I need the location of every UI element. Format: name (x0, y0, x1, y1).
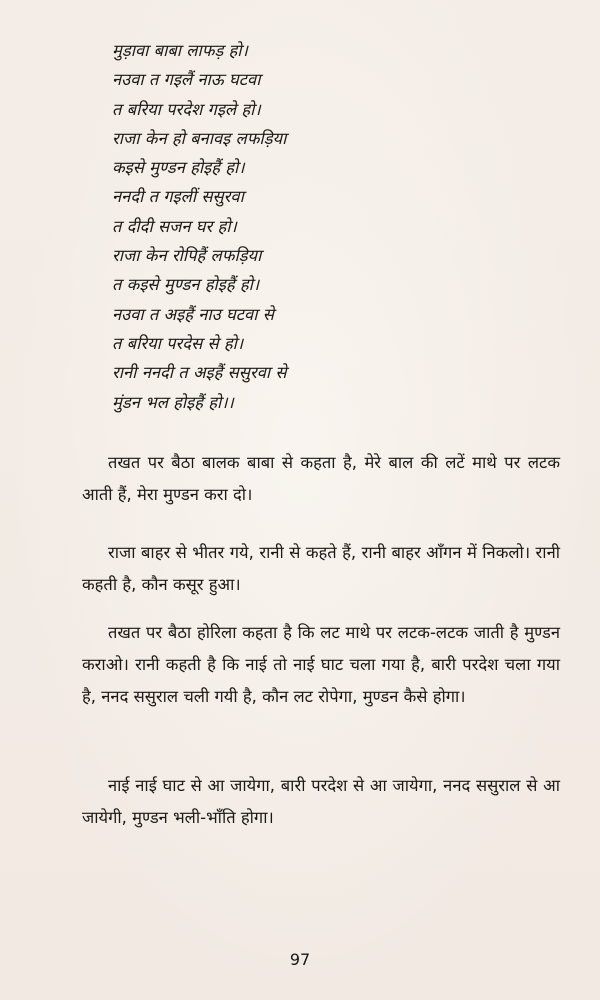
poem-line: राजा केन रोपिहैं लफड़िया (112, 246, 262, 266)
paragraph-text: तखत पर बैठा होरिला कहता है कि लट माथे पर लटक-लटक जाती है मुण्डन कराओ। रानी कहती है कि नाई तो नाई घाट चला गया है, बारी परदेश चला गया है, ननद ससुराल चली गयी है, कौन लट रोपेगा, मुण्डन कैसे होगा। (82, 623, 560, 706)
poem-line: त बरिया परदेश गइले हो। (112, 99, 261, 119)
paragraph-text: तखत पर बैठा बालक बाबा से कहता है, मेरे बाल की लटें माथे पर लटक आती हैं, मेरा मुण्डन करा दो। (82, 453, 560, 504)
poem-line: राजा केन हो बनावइ लफड़िया (112, 128, 287, 148)
poem-line: कइसे मुण्डन होइहैं हो। (112, 158, 245, 178)
poem-line: ननदी त गइलीं ससुरवा (112, 187, 244, 207)
prose-paragraph (82, 447, 560, 511)
poem-line: नउवा त अइहैं नाउ घटवा से (112, 304, 274, 324)
prose-paragraph (82, 537, 560, 601)
poem-block (112, 36, 532, 417)
poem-line: मुंडन भल होइहैं हो।। (112, 392, 234, 412)
paragraph-text: नाई नाई घाट से आ जायेगा, बारी परदेश से आ जायेगा, ननद ससुराल से आ जायेगी, मुण्डन भली-भाँति होगा। (82, 776, 560, 827)
poem-line: त बरिया परदेस से हो। (112, 333, 244, 353)
paragraph-text: राजा बाहर से भीतर गये, रानी से कहते हैं, रानी बाहर आँगन में निकलो। रानी कहती है, कौन कसूर हुआ। (82, 543, 560, 594)
prose-paragraph (82, 617, 560, 713)
poem-line: नउवा त गइलैं नाऊ घटवा (112, 70, 261, 90)
prose-paragraph (82, 770, 560, 834)
poem-line: रानी ननदी त अइहैं ससुरवा से (112, 363, 287, 383)
poem-line: त कइसे मुण्डन होइहैं हो। (112, 275, 260, 295)
poem-line: मुड़ावा बाबा लाफड़ हो। (112, 41, 248, 60)
page-number: 97 (289, 950, 311, 969)
poem-line: त दीदी सजन घर हो। (112, 216, 237, 236)
